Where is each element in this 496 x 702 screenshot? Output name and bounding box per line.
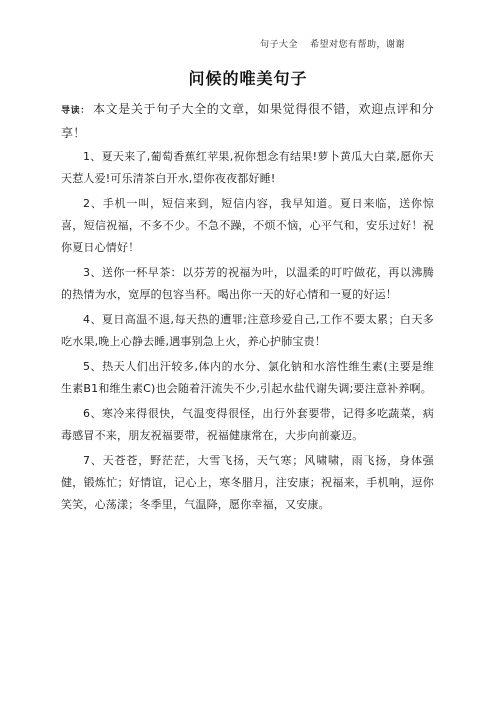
paragraph-7: 7、天苍苍，野茫茫，大雪飞扬，天气寒；风啸啸，雨飞扬，身体强健，锻炼忙；好情谊，记心上，寒冬腊月，注安康；祝福来，手机响，逗你笑笑，心荡漾；冬季里，气温降，愿你幸福，又安康。 xyxy=(61,454,434,511)
paragraph-1: 1、夏天来了,葡萄香蕉红苹果,祝你想念有结果!萝卜黄瓜大白菜,愿你天天惹人爱!可乐清茶白开水,望你夜夜都好睡! xyxy=(61,150,434,185)
guide-text: 本文是关于句子大全的文章，如果觉得很不错，欢迎点评和分享！ xyxy=(61,102,434,140)
header-site: 句子大全 xyxy=(260,40,299,50)
document-body xyxy=(61,98,434,519)
header-note xyxy=(260,37,405,50)
paragraph-6: 6、寒冷来得很快，气温变得很怪，出行外套要带，记得多吃蔬菜，病毒感冒不来，朋友祝福要带，祝福健康常在，大步向前豪迈。 xyxy=(61,407,434,442)
guide-paragraph xyxy=(61,98,434,144)
document-title: 问候的唯美句子 xyxy=(188,69,308,88)
paragraph-3: 3、送你一杯早茶：以芬芳的祝福为叶，以温柔的叮咛做花，再以沸腾的热情为水，宽厚的包容当杯。喝出你一天的好心情和一夏的好运！ xyxy=(61,266,434,301)
paragraph-5: 5、热天人们出汗较多,体内的水分、氯化钠和水溶性维生素(主要是维生素B1和维生素C)也会随着汗流失不少,引起水盐代谢失调;要注意补养啊。 xyxy=(61,360,434,395)
header-message: 希望对您有帮助，谢谢 xyxy=(310,40,406,50)
paragraph-4: 4、夏日高温不退,每天热的遭罪;注意珍爱自己,工作不要太累；白天多吃水果,晚上心静去睡,遇事别急上火，养心护肺宝贵！ xyxy=(61,313,434,348)
guide-label: 导读： xyxy=(61,106,90,116)
paragraph-2: 2、手机一叫，短信来到，短信内容，我早知道。夏日来临，送你惊喜，短信祝福，不多不少。不急不躁，不烦不恼，心平气和，安乐过好！祝你夏日心情好！ xyxy=(61,197,434,254)
